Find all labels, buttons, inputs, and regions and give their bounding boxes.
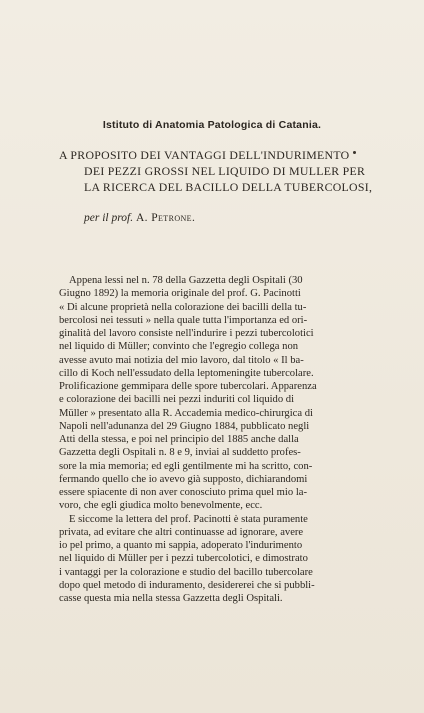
text-line: Prolificazione gemmipara delle spore tubercolari. Apparenza xyxy=(59,381,317,392)
paragraph-2 xyxy=(59,513,367,606)
article-body xyxy=(59,274,367,605)
text-line: Appena lessi nel n. 78 della Gazzetta degli Ospitali (30 xyxy=(69,275,303,286)
title-line: A PROPOSITO DEI VANTAGGI DELL'INDURIMENTO xyxy=(59,148,350,162)
text-line: E siccome la lettera del prof. Pacinotti è stata puramente xyxy=(69,513,308,525)
text-line: nel liquido di Müller per i pezzi tubercolotici, e dimostrato xyxy=(59,553,308,565)
paragraph-1 xyxy=(59,274,367,513)
text-line: sore la mia memoria; ed egli gentilmente mi ha scritto, con- xyxy=(59,460,313,472)
text-line: Gazzetta degli Ospitali n. 8 e 9, inviai al suddetto profes- xyxy=(59,447,301,459)
text-line: privata, ad evitare che altri continuasse ad ignorare, avere xyxy=(59,526,304,538)
text-line: « Di alcune proprietà nella colorazione dei bacilli della tu- xyxy=(59,301,307,313)
author-prefix: per il prof. xyxy=(84,212,134,224)
text-line: fermando quello che io avevo già supposto, dichiarandomi xyxy=(59,473,308,485)
text-line: Napoli nell'adunanza del 29 Giugno 1884, pubblicato negli xyxy=(59,420,310,432)
text-line: Giugno 1892) la memoria originale del prof. G. Pacinotti xyxy=(59,288,301,300)
institute-heading: Istituto di Anatomia Patologica di Catania. xyxy=(102,119,322,131)
text-line: casse questa mia nella stessa Gazzetta degli Ospitali. xyxy=(59,593,283,604)
article-title xyxy=(59,147,389,195)
text-line: io pel primo, a quanto mi sappia, adoperato l'indurimento xyxy=(59,540,303,551)
title-line: DEI PEZZI GROSSI NEL LIQUIDO DI MULLER PER xyxy=(84,164,366,178)
author-line xyxy=(84,212,195,224)
text-line: i vantaggi per la colorazione e studio del bacillo tubercolare xyxy=(59,566,313,578)
text-line: Müller » presentato alla R. Accademia medico-chirurgica di xyxy=(59,407,313,419)
text-line: Atti della stessa, e poi nel principio del 1885 anche dalla xyxy=(59,434,299,445)
text-line: e colorazione dei bacilli nei pezzi induriti col liquido di xyxy=(59,394,295,406)
text-line: avesse avuto mai notizia del mio lavoro, dal titolo « Il ba- xyxy=(59,354,304,366)
text-line: bercolosi nei tessuti » nella quale tutta l'importanza ed ori- xyxy=(59,314,308,326)
text-line: voro, che egli giudica molto benevolmente, ecc. xyxy=(59,500,263,512)
text-line: nel liquido di Müller; convinto che l'egregio collega non xyxy=(59,341,299,353)
title-line: LA RICERCA DEL BACILLO DELLA TUBERCOLOSI, xyxy=(84,180,373,194)
text-line: dopo quel metodo di induramento, desidererei che si pubbli- xyxy=(59,579,315,591)
author-name: A. Petrone. xyxy=(135,212,196,224)
text-line: essere spiacente di non aver conosciuto prima quel mio la- xyxy=(59,487,307,498)
text-line: ginalità del lavoro consiste nell'indurire i pezzi tubercolotici xyxy=(59,328,314,339)
text-line: cillo di Koch nell'essudato della leptomeningite tubercolare. xyxy=(59,367,314,379)
